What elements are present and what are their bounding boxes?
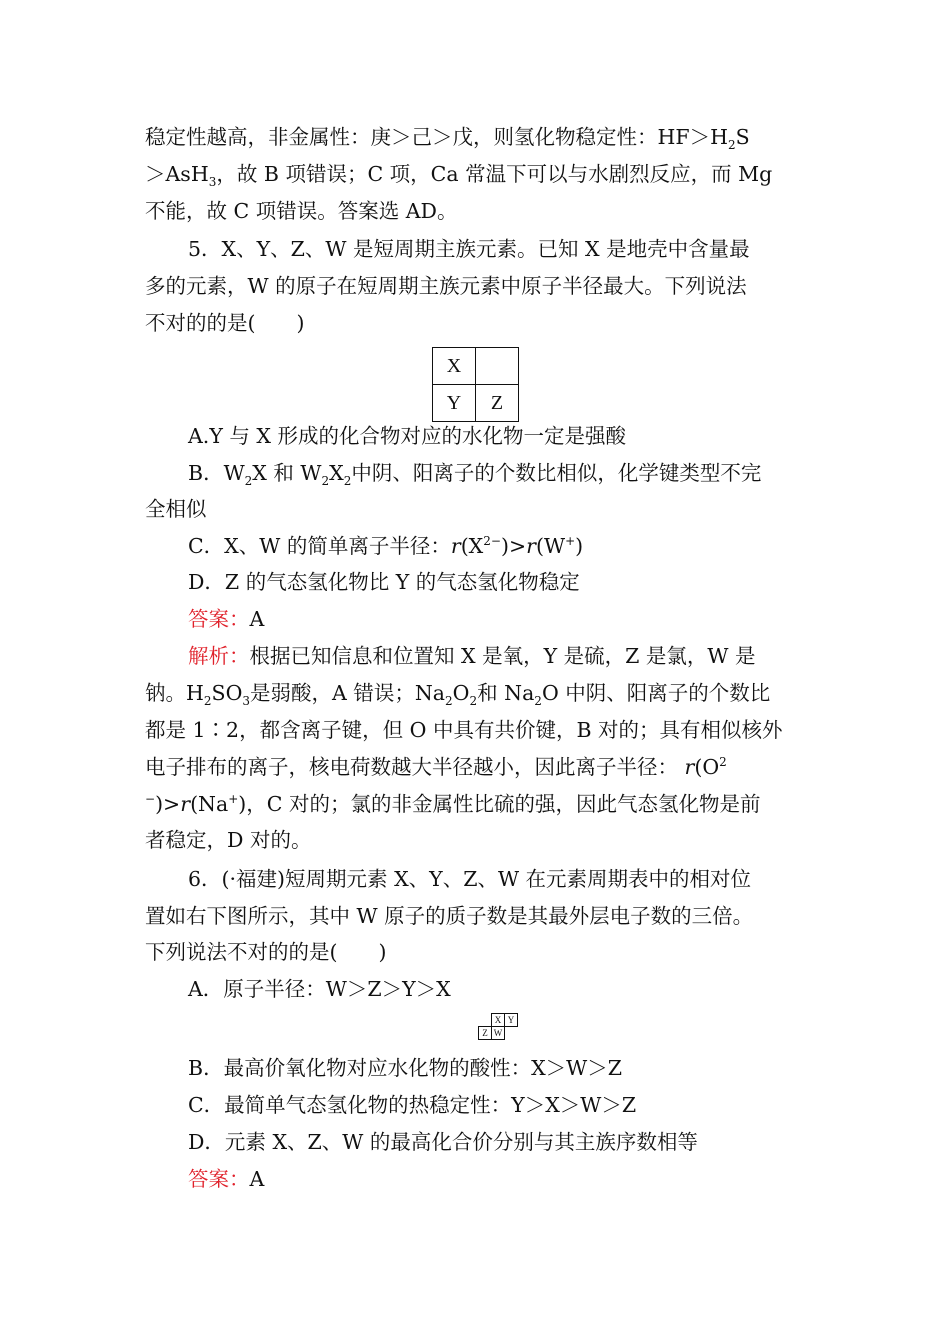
question-5-stem: 不对的的是( ): [145, 311, 305, 335]
explanation: −)>r(Na+)，C 对的；氯的非金属性比硫的强，因此气态氢化物是前: [145, 792, 761, 816]
answer: 答案：A: [188, 1167, 265, 1191]
explanation: 者稳定，D 对的。: [145, 828, 312, 852]
grid-cell: Y: [505, 1014, 518, 1027]
option-a: A．原子半径：W＞Z＞Y＞X: [188, 977, 451, 1001]
option-d: D．Z 的气态氢化物比 Y 的气态氢化物稳定: [188, 570, 580, 594]
answer-label: 答案：: [188, 607, 250, 631]
periodic-position-grid-small: [478, 1013, 518, 1040]
grid-cell: [476, 348, 519, 385]
grid-cell: X: [433, 348, 476, 385]
grid-cell: X: [492, 1014, 505, 1027]
question-5-stem: 多的元素，W 的原子在短周期主族元素中原子半径最大。下列说法: [145, 274, 747, 298]
option-b: B．最高价氧化物对应水化物的酸性：X＞W＞Z: [188, 1056, 622, 1080]
grid-cell: Z: [479, 1027, 492, 1040]
text-line: 稳定性越高，非金属性：庚＞己＞戊，则氢化物稳定性：$HF>H_2S$: [145, 125, 750, 153]
question-6-stem: 6．(·福建)短周期元素 X、Y、Z、W 在元素周期表中的相对位: [188, 867, 752, 891]
option-a: A.Y 与 X 形成的化合物对应的水化物一定是强酸: [188, 424, 626, 448]
explanation: 都是 1∶2，都含离子键，但 O 中具有共价键，B 对的；具有相似核外: [145, 718, 783, 742]
question-5-stem: 5．X、Y、Z、W 是短周期主族元素。已知 X 是地壳中含量最: [188, 237, 750, 261]
answer: 答案：A: [188, 607, 265, 631]
question-6-stem: 下列说法不对的的是( ): [145, 940, 387, 964]
periodic-position-grid: [432, 347, 519, 422]
grid-cell: Y: [433, 385, 476, 422]
answer-label: 答案：: [188, 1167, 250, 1191]
text-line: ＞AsH$_3$，故 B 项错误；C 项，Ca 常温下可以与水剧烈反应，而 Mg: [145, 162, 773, 190]
option-b: B．$W_2X$ 和 $W_2X_2$中阴、阳离子的个数比相似，化学键类型不完: [188, 461, 762, 489]
option-c: C．X、W 的简单离子半径：$r(X^{2-})>r(W^+)$: [188, 534, 584, 558]
question-6-stem: 置如右下图所示，其中 W 原子的质子数是其最外层电子数的三倍。: [145, 904, 754, 928]
explanation: 电子排布的离子，核电荷数越大半径越小，因此离子半径： $r(O^2$: [145, 755, 727, 779]
option-c: C．最简单气态氢化物的热稳定性：Y＞X＞W＞Z: [188, 1093, 637, 1117]
grid-cell: Z: [476, 385, 519, 422]
grid-cell: W: [492, 1027, 505, 1040]
explanation: 解析：根据已知信息和位置知 X 是氧，Y 是硫，Z 是氯，W 是: [188, 644, 756, 668]
explanation-label: 解析：: [188, 644, 250, 668]
option-b-cont: 全相似: [145, 497, 207, 521]
option-d: D．元素 X、Z、W 的最高化合价分别与其主族序数相等: [188, 1130, 698, 1154]
explanation: 钠。$H_2SO_3$是弱酸，A 错误；$Na_2O_2$和 $Na_2O$ 中阴、阳离子的个数比: [145, 681, 771, 709]
text-line: 不能，故 C 项错误。答案选 AD。: [145, 199, 458, 223]
